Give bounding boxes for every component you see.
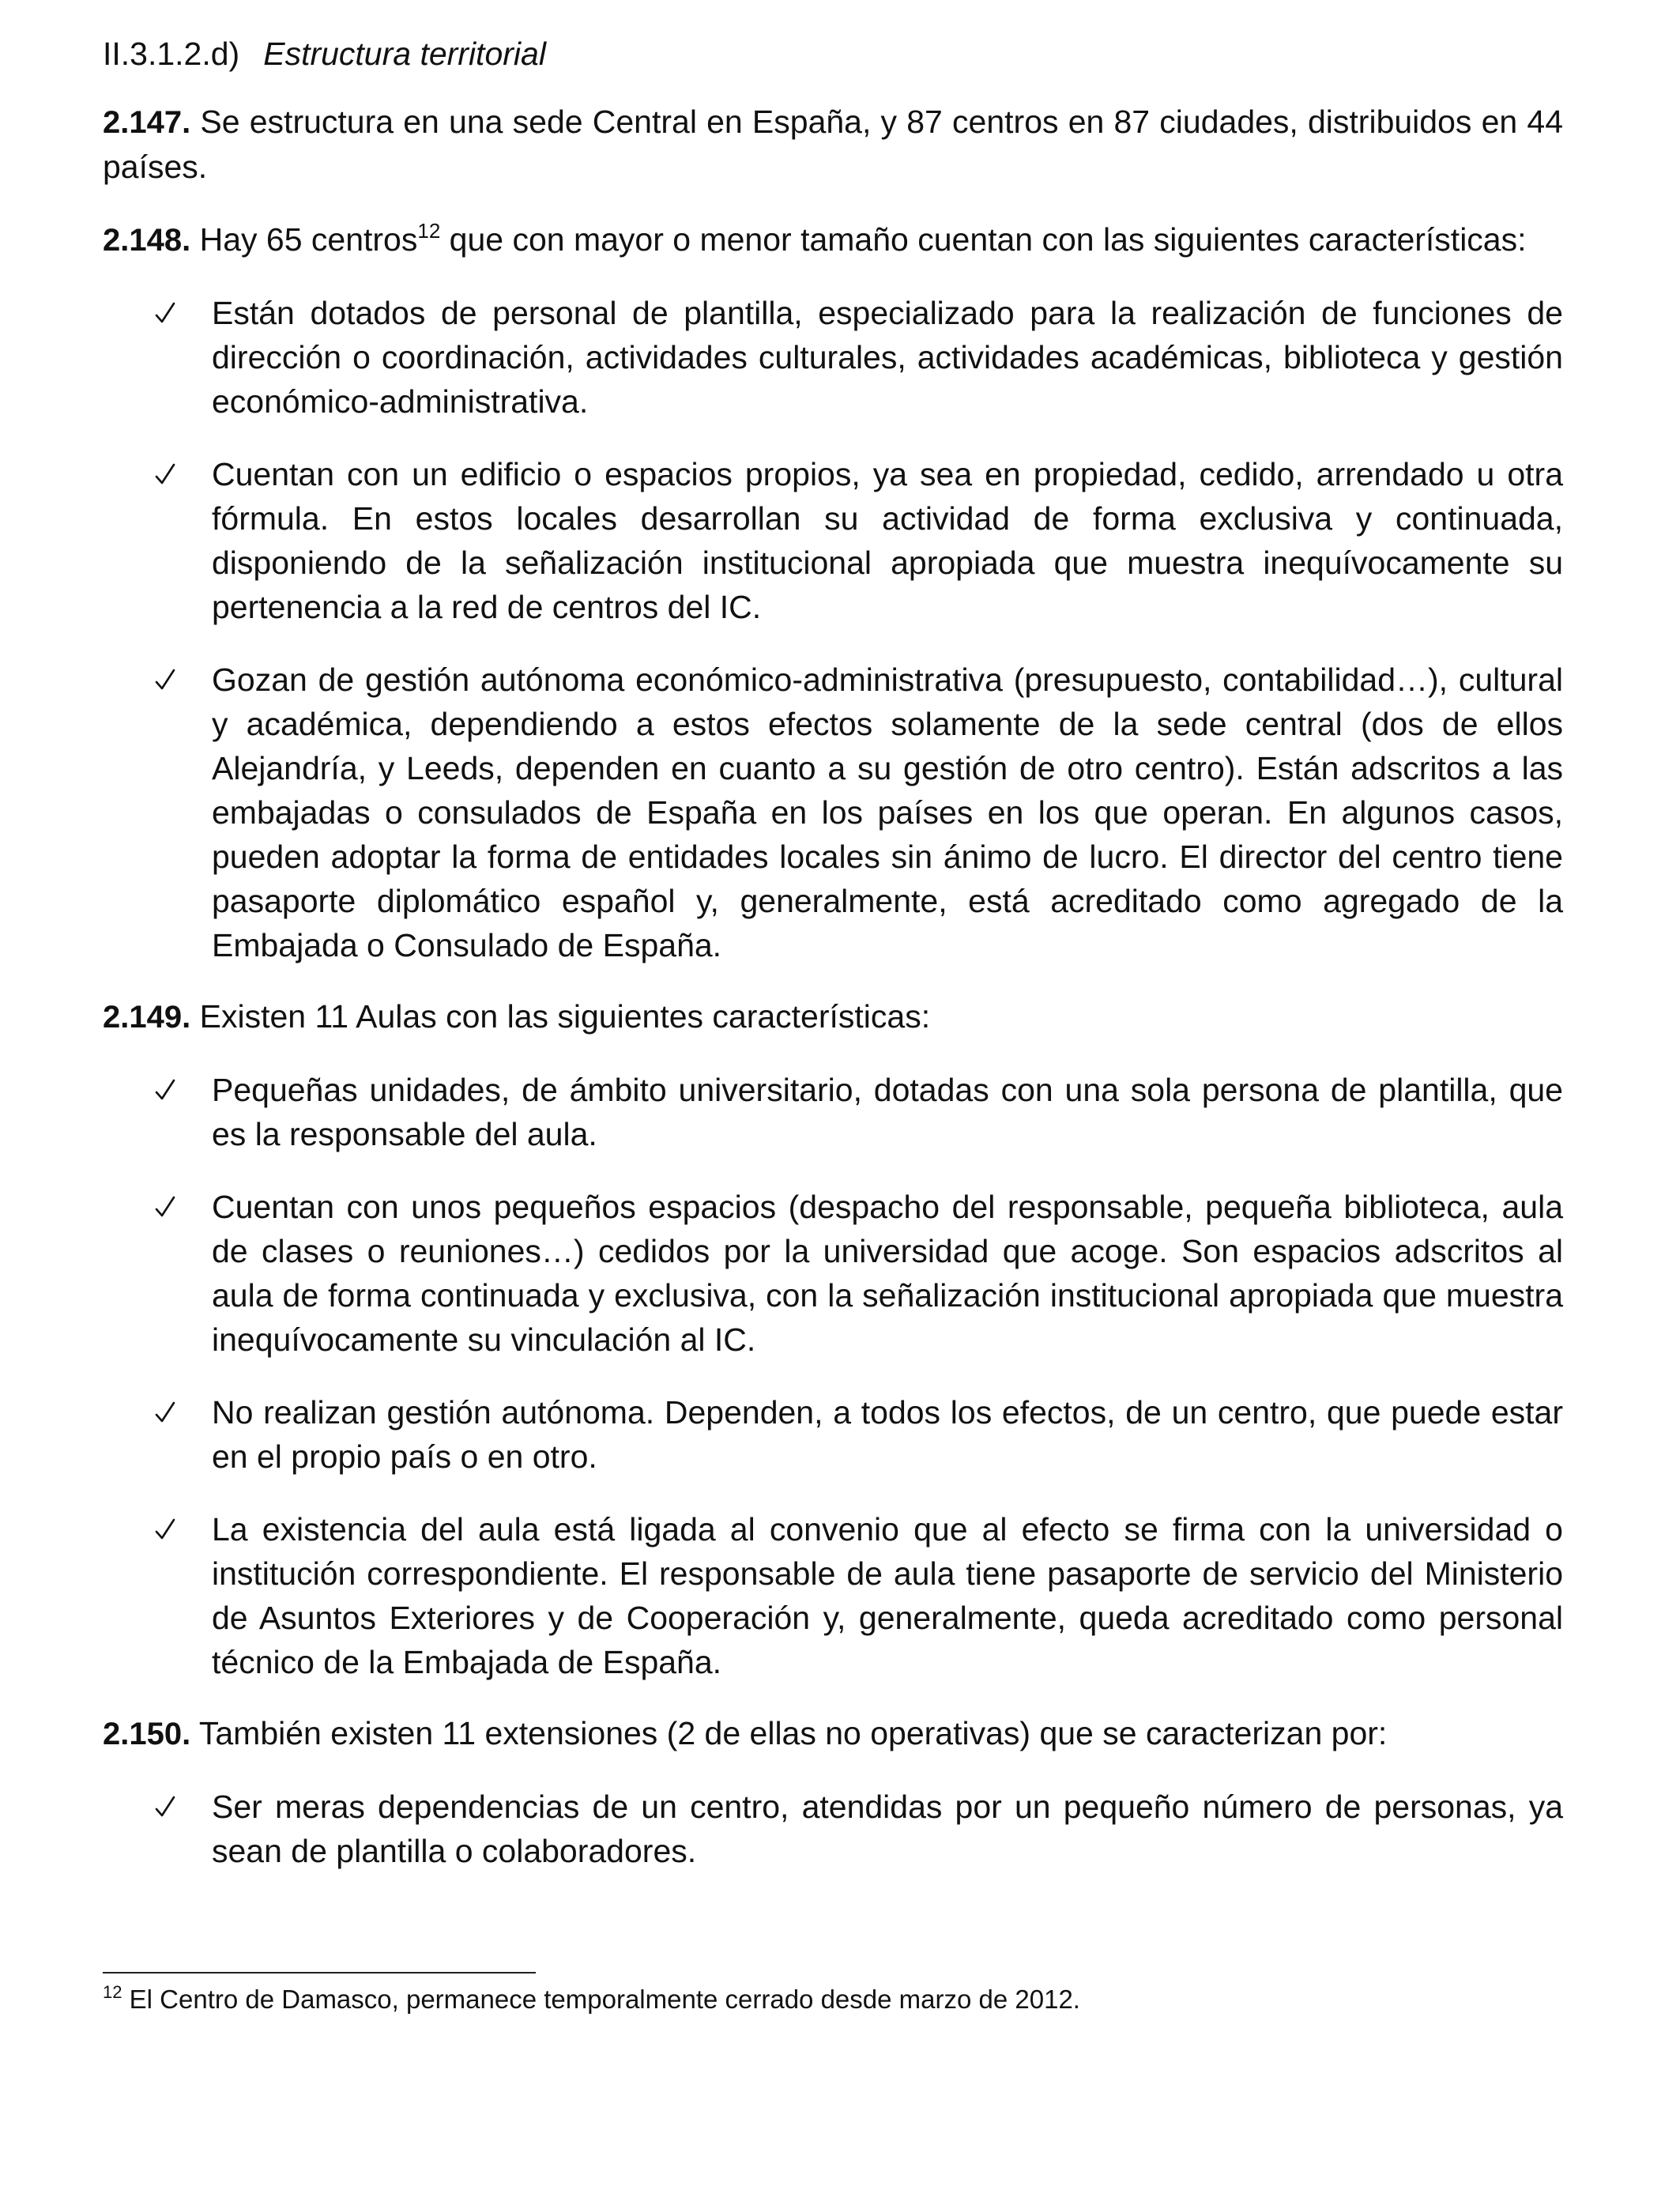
paragraph-2-149 (103, 994, 1563, 1039)
footnote (103, 1982, 1563, 2017)
list-item-text: Ser meras dependencias de un centro, atendidas por un pequeño número de personas, ya sean de plantilla o colaboradores. (212, 1789, 1563, 1869)
paragraph-number: 2.148. (103, 223, 191, 258)
list-item (103, 1390, 1563, 1479)
paragraph-text: Hay 65 centros (190, 221, 418, 258)
list-item-text: Están dotados de personal de plantilla, especializado para la realización de funciones de dirección o coordinación, actividades culturales, actividades académicas, biblioteca y gestión económico-administrativa. (212, 295, 1563, 420)
list-item (103, 291, 1563, 424)
list-item (103, 1185, 1563, 1362)
list-item (103, 452, 1563, 629)
footnote-marker: 12 (103, 1982, 122, 2002)
section-heading (103, 32, 1563, 76)
checkmark-icon (155, 452, 175, 496)
list-item-text: Cuentan con unos pequeños espacios (despacho del responsable, pequeña biblioteca, aula de clases o reuniones…) cedidos por la universidad que acoge. Son espacios adscritos al aula de forma continuada y exclusiva, con la señalización institucional apropiada que muestra inequívocamente su vinculación al IC. (212, 1189, 1563, 1358)
paragraph-number: 2.150. (103, 1717, 191, 1751)
list-item (103, 1068, 1563, 1156)
paragraph-2-147 (103, 100, 1563, 189)
paragraph-2-150 (103, 1711, 1563, 1756)
checkmark-icon (155, 291, 175, 335)
list-item (103, 1507, 1563, 1684)
paragraph-text: Existen 11 Aulas con las siguientes características: (190, 998, 931, 1035)
checkmark-icon (155, 1390, 175, 1434)
paragraph-2-148 (103, 217, 1563, 262)
paragraph-text: Se estructura en una sede Central en España, y 87 centros en 87 ciudades, distribuidos en 44 países. (103, 104, 1563, 185)
checkmark-icon (155, 1507, 175, 1551)
footnote-text: El Centro de Damasco, permanece temporalmente cerrado desde marzo de 2012. (122, 1985, 1080, 2014)
footnote-divider (103, 1972, 536, 1973)
list-item-text: Pequeñas unidades, de ámbito universitario, dotadas con una sola persona de plantilla, que es la responsable del aula. (212, 1072, 1563, 1152)
paragraph-text: También existen 11 extensiones (2 de ellas no operativas) que se caracterizan por: (190, 1715, 1388, 1751)
section-number: II.3.1.2.d) (103, 36, 240, 72)
checkmark-icon (155, 1785, 175, 1829)
checkmark-icon (155, 1068, 175, 1112)
paragraph-number: 2.149. (103, 1000, 191, 1035)
list-item-text: Gozan de gestión autónoma económico-administrativa (presupuesto, contabilidad…), cultural y académica, dependiendo a estos efectos solamente de la sede central (dos de ellos Alejandría, y Leeds, dependen en cuanto a su gestión de otro centro). Están adscritos a las embajadas o consulados de España en los países en los que operan. En algunos casos, pueden adoptar la forma de entidades locales sin ánimo de lucro. El director del centro tiene pasaporte diplomático español y, generalmente, está acreditado como agregado de la Embajada o Consulado de España. (212, 662, 1563, 963)
paragraph-text: que con mayor o menor tamaño cuentan con las siguientes características: (440, 221, 1527, 258)
checklist-2-149 (103, 1068, 1563, 1684)
list-item-text: La existencia del aula está ligada al convenio que al efecto se firma con la universidad o institución correspondiente. El responsable de aula tiene pasaporte de servicio del Ministerio de Asuntos Exteriores y de Cooperación y, generalmente, queda acreditado como personal técnico de la Embajada de España. (212, 1511, 1563, 1680)
list-item-text: Cuentan con un edificio o espacios propios, ya sea en propiedad, cedido, arrendado u otra fórmula. En estos locales desarrollan su actividad de forma exclusiva y continuada, disponiendo de la señalización institucional apropiada que muestra inequívocamente su pertenencia a la red de centros del IC. (212, 456, 1563, 625)
list-item (103, 1785, 1563, 1873)
footnote-reference: 12 (417, 219, 441, 243)
list-item-text: No realizan gestión autónoma. Dependen, a todos los efectos, de un centro, que puede estar en el propio país o en otro. (212, 1394, 1563, 1475)
checkmark-icon (155, 1185, 175, 1229)
section-title: Estructura territorial (263, 36, 546, 72)
list-item (103, 658, 1563, 967)
document-page (103, 32, 1563, 1900)
checkmark-icon (155, 658, 175, 702)
paragraph-number: 2.147. (103, 105, 191, 140)
checklist-2-150 (103, 1785, 1563, 1873)
checklist-2-148 (103, 291, 1563, 967)
